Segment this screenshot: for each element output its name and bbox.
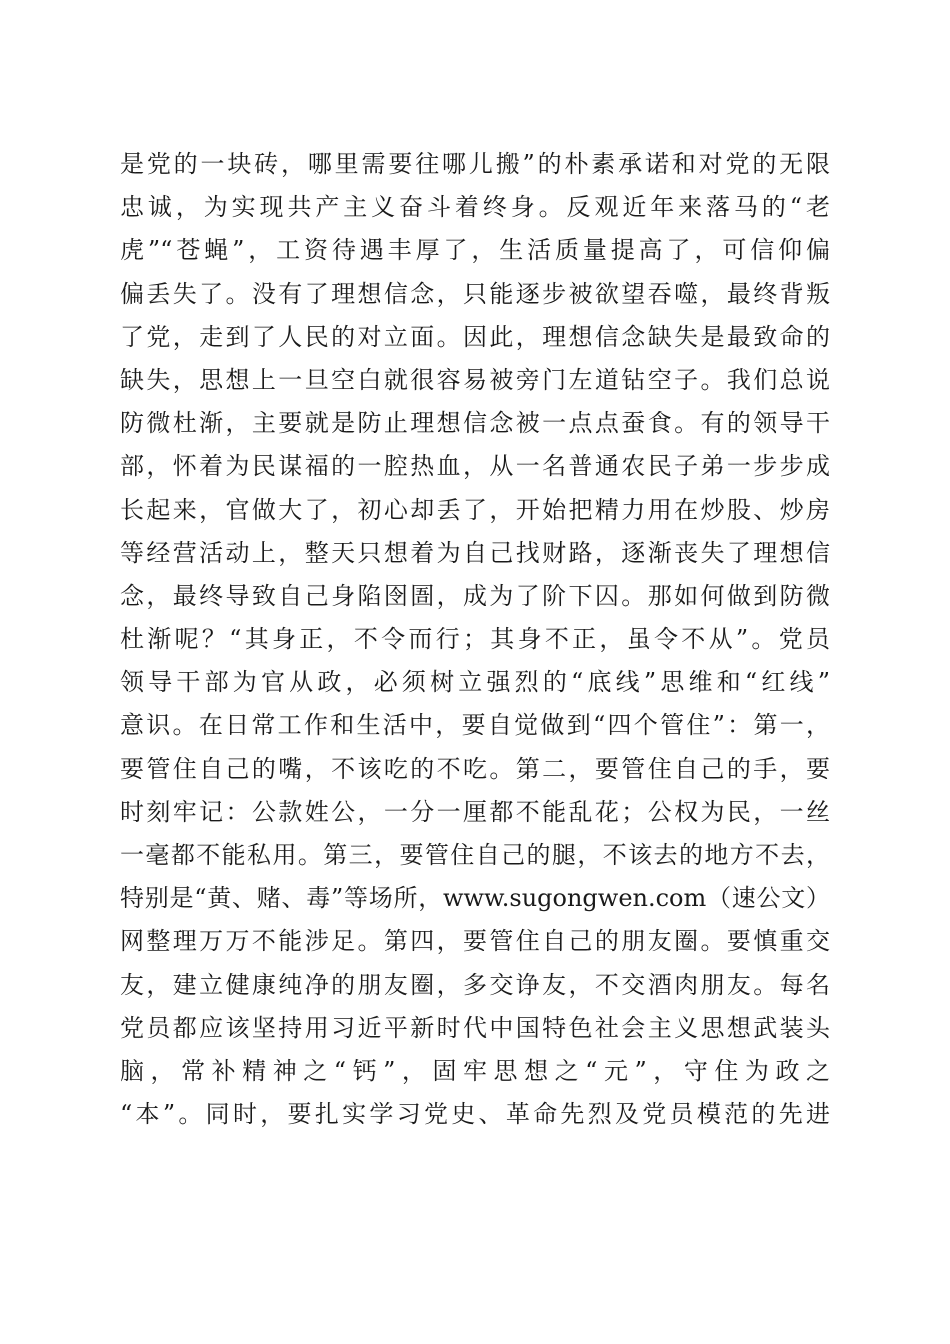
text-line-3: 虎”“苍蝇”，工资待遇丰厚了，生活质量提高了，可信仰偏 (120, 236, 830, 265)
text-line-2: 忠诚，为实现共产主义奋斗着终身。反观近年来落马的“老 (120, 193, 830, 222)
text-line-10: 等经营活动上，整天只想着为自己找财路，逐渐丧失了理想信 (120, 538, 830, 567)
text-line-22: 脑，常补精神之“钙”，固牢思想之“元”，守住为政之 (120, 1056, 830, 1085)
text-line-14: 意识。在日常工作和生活中，要自觉做到“四个管住”：第一， (120, 711, 830, 740)
text-line-21: 党员都应该坚持用习近平新时代中国特色社会主义思想武装头 (120, 1013, 830, 1042)
text-line-11: 念，最终导致自己身陷囹圄，成为了阶下囚。那如何做到防微 (120, 581, 830, 610)
text-line-17: 一毫都不能私用。第三，要管住自己的腿，不该去的地方不去， (120, 841, 830, 869)
text-line-7: 防微杜渐，主要就是防止理想信念被一点点蚕食。有的领导干 (120, 409, 830, 438)
text-line-6: 缺失，思想上一旦空白就很容易被旁门左道钻空子。我们总说 (120, 365, 830, 394)
text-line-20: 友，建立健康纯净的朋友圈，多交诤友，不交酒肉朋友。每名 (120, 970, 830, 999)
text-line-19: 网整理万万不能涉足。第四，要管住自己的朋友圈。要慎重交 (120, 927, 830, 956)
text-line-5: 了党，走到了人民的对立面。因此，理想信念缺失是最致命的 (120, 322, 830, 351)
body-paragraph (120, 143, 830, 1136)
text-line-13: 领导干部为官从政，必须树立强烈的“底线”思维和“红线” (120, 668, 830, 697)
text-line-16: 时刻牢记：公款姓公，一分一厘都不能乱花；公权为民，一丝 (120, 797, 830, 826)
text-line-9: 长起来，官做大了，初心却丢了，开始把精力用在炒股、炒房 (120, 495, 830, 524)
text-line-23: “本”。同时，要扎实学习党史、革命先烈及党员模范的先进 (120, 1100, 830, 1129)
text-line-1: 是党的一块砖，哪里需要往哪儿搬”的朴素承诺和对党的无限 (120, 150, 830, 178)
text-line-4: 偏丢失了。没有了理想信念，只能逐步被欲望吞噬，最终背叛 (120, 279, 830, 308)
text-line-15: 要管住自己的嘴，不该吃的不吃。第二，要管住自己的手，要 (120, 754, 830, 783)
text-line-18: 特别是“黄、赌、毒”等场所，www.sugongwen.com（速公文） (120, 884, 830, 913)
text-line-8: 部，怀着为民谋福的一腔热血，从一名普通农民子弟一步步成 (120, 452, 830, 481)
text-line-12: 杜渐呢？“其身正，不令而行；其身不正，虽令不从”。党员 (120, 625, 830, 654)
